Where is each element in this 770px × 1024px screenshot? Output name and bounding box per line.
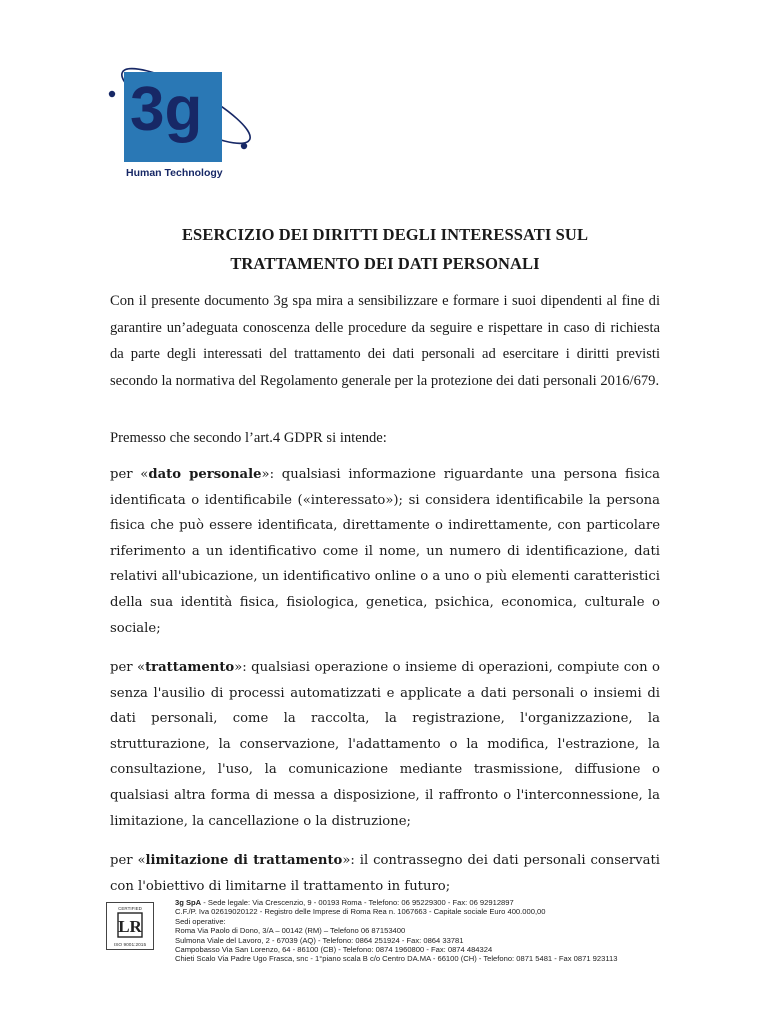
logo-tagline: Human Technology <box>126 167 223 179</box>
company-logo <box>106 66 256 184</box>
lr-certification-badge <box>106 902 154 950</box>
footer-registry: C.F./P. Iva 02619020122 - Registro delle Imprese di Roma Rea n. 1067663 - Capitale sociale Euro 400.000,00 <box>175 907 546 917</box>
cert-standard: ISO 9001:2015 <box>113 943 147 948</box>
definition-term: trattamento <box>145 660 235 675</box>
definition-restriction <box>110 848 660 899</box>
cert-mark: LR <box>118 917 142 936</box>
intro-paragraph: Con il presente documento 3g spa mira a sensibilizzare e formare i suoi dipendenti al fine di garantire un’adeguata conoscenza delle procedure da seguire e rispettare in caso di richiesta da parte degli interessati del trattamento dei dati personali ad esercitare i diritti previsti secondo la normativa del Regolamento generale per la protezione dei dati personali 2016/679. <box>110 293 660 389</box>
cert-top-label: CERTIFIED <box>118 906 142 911</box>
definition-text: »: qualsiasi operazione o insieme di operazioni, compiute con o senza l'ausilio di processi automatizzati e applicate a dati personali o insiemi di dati personali, come la raccolta, la registrazione, l'organizzazione, la strutturazione, la conservazione, l'adattamento o la modifica, l'estrazione, la consultazione, l'uso, la comunicazione mediante trasmissione, diffusione o qualsiasi altra forma di messa a disposizione, il raffronto o l'interconnessione, la limitazione, la cancellazione o la distruzione; <box>110 660 660 829</box>
definition-text: »: qualsiasi informazione riguardante una persona fisica identificata o identificabile («interessato»); si considera identificabile la persona fisica che può essere identificata, direttamente o indirettamente, con particolare riferimento a un identificativo come il nome, un numero di identificazione, dati relativi all'ubicazione, un identificativo online o a uno o più elementi caratteristici della sua identità fisica, fisiologica, genetica, psichica, economica, culturale o sociale; <box>110 467 660 636</box>
definition-processing <box>110 655 660 834</box>
footer-site-roma: Roma Via Paolo di Dono, 3/A – 00142 (RM) – Telefono 06 87153400 <box>175 926 406 936</box>
orbit-dot <box>109 91 115 97</box>
definition-personal-data <box>110 462 660 641</box>
footer-site-campobasso: Campobasso Via San Lorenzo, 64 - 86100 (CB) - Telefono: 0874 1960800 - Fax: 0874 484324 <box>175 945 493 955</box>
title-line-1: ESERCIZIO DEI DIRITTI DEGLI INTERESSATI SUL <box>181 225 589 244</box>
footer-legal <box>175 898 695 907</box>
definition-text: »: il contrassegno dei dati personali conservati con l'obiettivo di limitarne il trattamento in futuro; <box>110 853 661 894</box>
orbit-dot <box>241 143 247 149</box>
document-title <box>120 220 650 278</box>
footer-operative-label: Sedi operative: <box>175 916 226 926</box>
company-footer <box>175 898 695 964</box>
footer-site-chieti: Chieti Scalo Via Padre Ugo Frasca, snc - 1°piano scala B c/o Centro DA.MA - 66100 (CH) - Telefono: 0871 5481 - Fax 0871 923113 <box>175 954 618 964</box>
title-line-2: TRATTAMENTO DEI DATI PERSONALI <box>230 254 540 273</box>
footer-legal-address: - Sede legale: Via Crescenzio, 9 - 00193 Roma - Telefono: 06 95229300 - Fax: 06 92912897 <box>201 898 514 907</box>
logo-mark: 3g <box>130 75 203 144</box>
premise-paragraph: Premesso che secondo l’art.4 GDPR si intende: <box>110 430 387 446</box>
footer-site-sulmona: Sulmona Viale del Lavoro, 2 - 67039 (AQ) - Telefono: 0864 251924 - Fax: 0864 33781 <box>175 935 464 945</box>
definition-prefix: per « <box>110 853 146 868</box>
definition-prefix: per « <box>110 467 149 482</box>
footer-company-name: 3g SpA <box>175 898 202 907</box>
definition-prefix: per « <box>110 660 146 675</box>
definition-term: limitazione di trattamento <box>145 853 343 868</box>
definition-term: dato personale <box>148 467 262 482</box>
